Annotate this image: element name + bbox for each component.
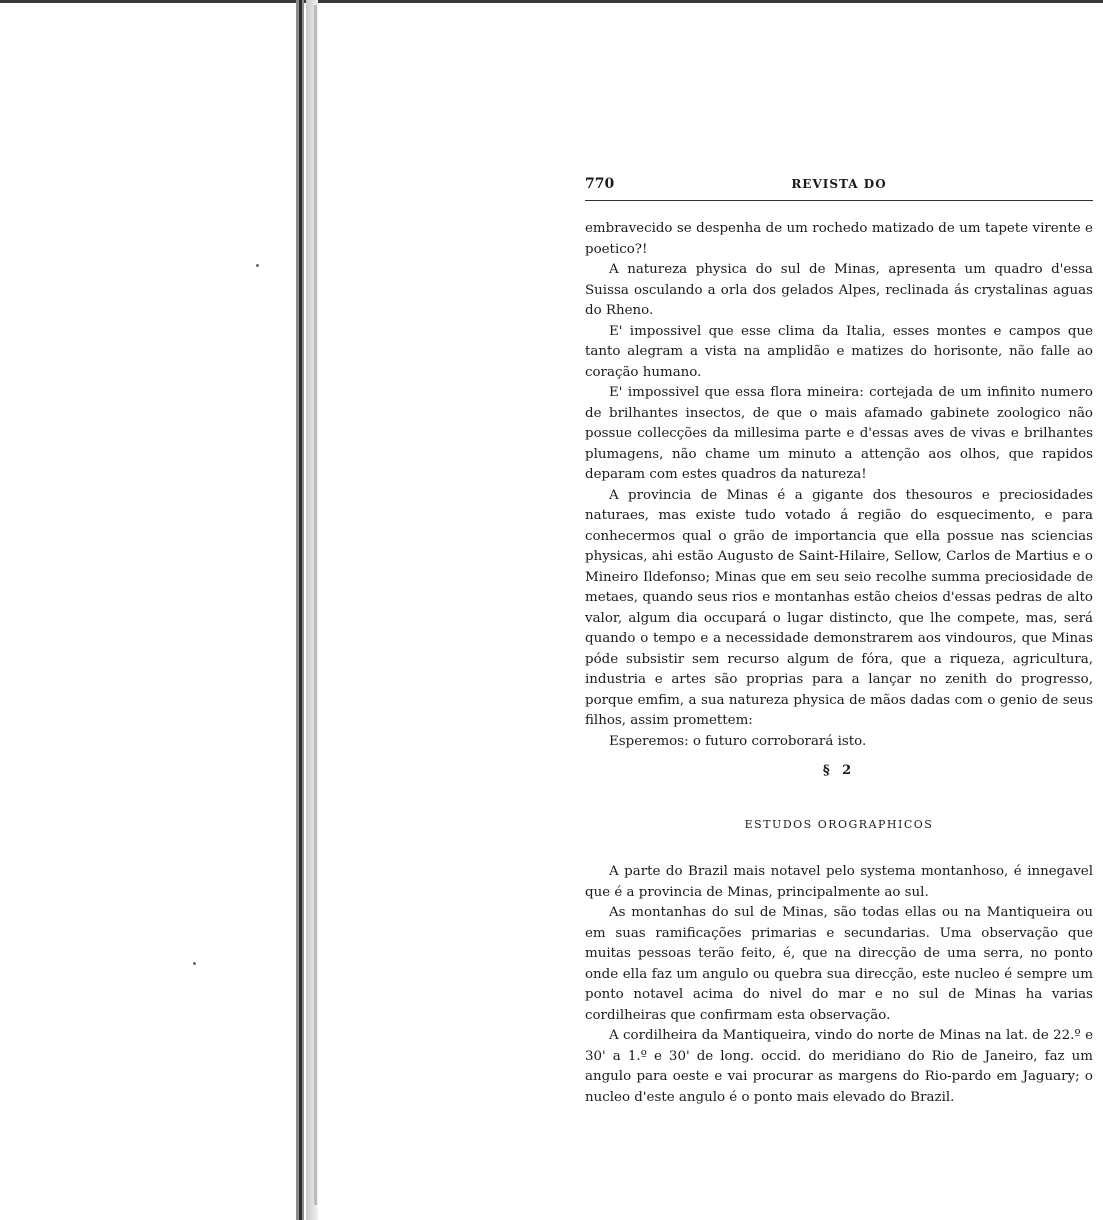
paragraph: E' impossivel que essa flora mineira: cortejada de um infinito numero de brilhantes insectos, de que o mais afamado gabinete zoologico não possue collecções da millesima parte e d'essas aves de vivas e brilhantes plumagens, não chame um minuto a attenção aos olhos, que rapidos deparam com estes quadros da natureza! (585, 385, 1093, 482)
paragraph: A parte do Brazil mais notavel pelo systema montanhoso, é innegavel que é a provincia de Minas, principalmente ao sul. (585, 864, 1093, 900)
paragraph: Esperemos: o futuro corroborará isto. (609, 733, 867, 749)
book-gutter-line (299, 0, 302, 1220)
section-title: ESTUDOS OROGRAPHICOS (744, 818, 934, 831)
scan-top-edge (0, 0, 1103, 3)
scan-speck (193, 962, 196, 965)
paragraph: E' impossivel que esse clima da Italia, esses montes e campos que tanto alegram a vista na amplidão e matizes do horisonte, não falle ao coração humano. (585, 323, 1093, 380)
running-head: REVISTA DO (791, 177, 887, 191)
paragraph: A cordilheira da Mantiqueira, vindo do norte de Minas na lat. de 22.º e 30' a 1.º e 30' de long. occid. do meridiano do Rio de Janeiro, faz um angulo para oeste e vai procurar as margens do Rio-pardo em Jaguary; o nucleo d'este angulo é o ponto mais elevado do Brazil. (585, 1028, 1093, 1105)
page-number: 770 (585, 176, 615, 192)
paragraph: A provincia de Minas é a gigante dos thesouros e preciosidades naturaes, mas existe tudo votado á região do esquecimento, e para conhecermos qual o grão de importancia que ella possue nas sciencias physicas, ahi estão Augusto de Saint-Hilaire, Sellow, Carlos de Martius e o Mineiro Ildefonso; Minas que em seu seio recolhe summa preciosidade de metaes, quando seus rios e montanhas estão cheios d'essas pedras de alto valor, algum dia occupará o lugar distincto, que lhe compete, mas, será quando o tempo e a necessidade demonstrarem aos vindouros, que Minas póde subsistir sem recurso algum de fóra, que a riqueza, agricultura, industria e artes são proprias para a lançar no zenith do progresso, porque emfim, a sua natureza physica de mãos dadas com o genio de seus filhos, assim promettem: (585, 487, 1093, 728)
scan-speck (256, 264, 259, 267)
text-column-top (585, 219, 1093, 752)
section-number: § 2 (822, 763, 856, 778)
paragraph: A natureza physica do sul de Minas, apresenta um quadro d'essa Suissa osculando a orla dos gelados Alpes, reclinada ás crystalinas aguas do Rheno. (585, 262, 1093, 318)
paragraph: As montanhas do sul de Minas, são todas ellas ou na Mantiqueira ou em suas ramificações primarias e secundarias. Uma observação que muitas pessoas terão feito, é, que na direcção de uma serra, no ponto onde ella faz um angulo ou quebra sua direcção, este nucleo é sempre um ponto notavel acima do nivel do mar e no sul de Minas ha varias cordilheiras que confirmam esta observação. (585, 905, 1093, 1023)
paragraph: embravecido se despenha de um rochedo matizado de um tapete virente e poetico?! (585, 221, 1093, 257)
text-column-bottom (585, 862, 1093, 1108)
page-header (585, 174, 1093, 201)
book-gutter-edge (314, 5, 317, 1205)
